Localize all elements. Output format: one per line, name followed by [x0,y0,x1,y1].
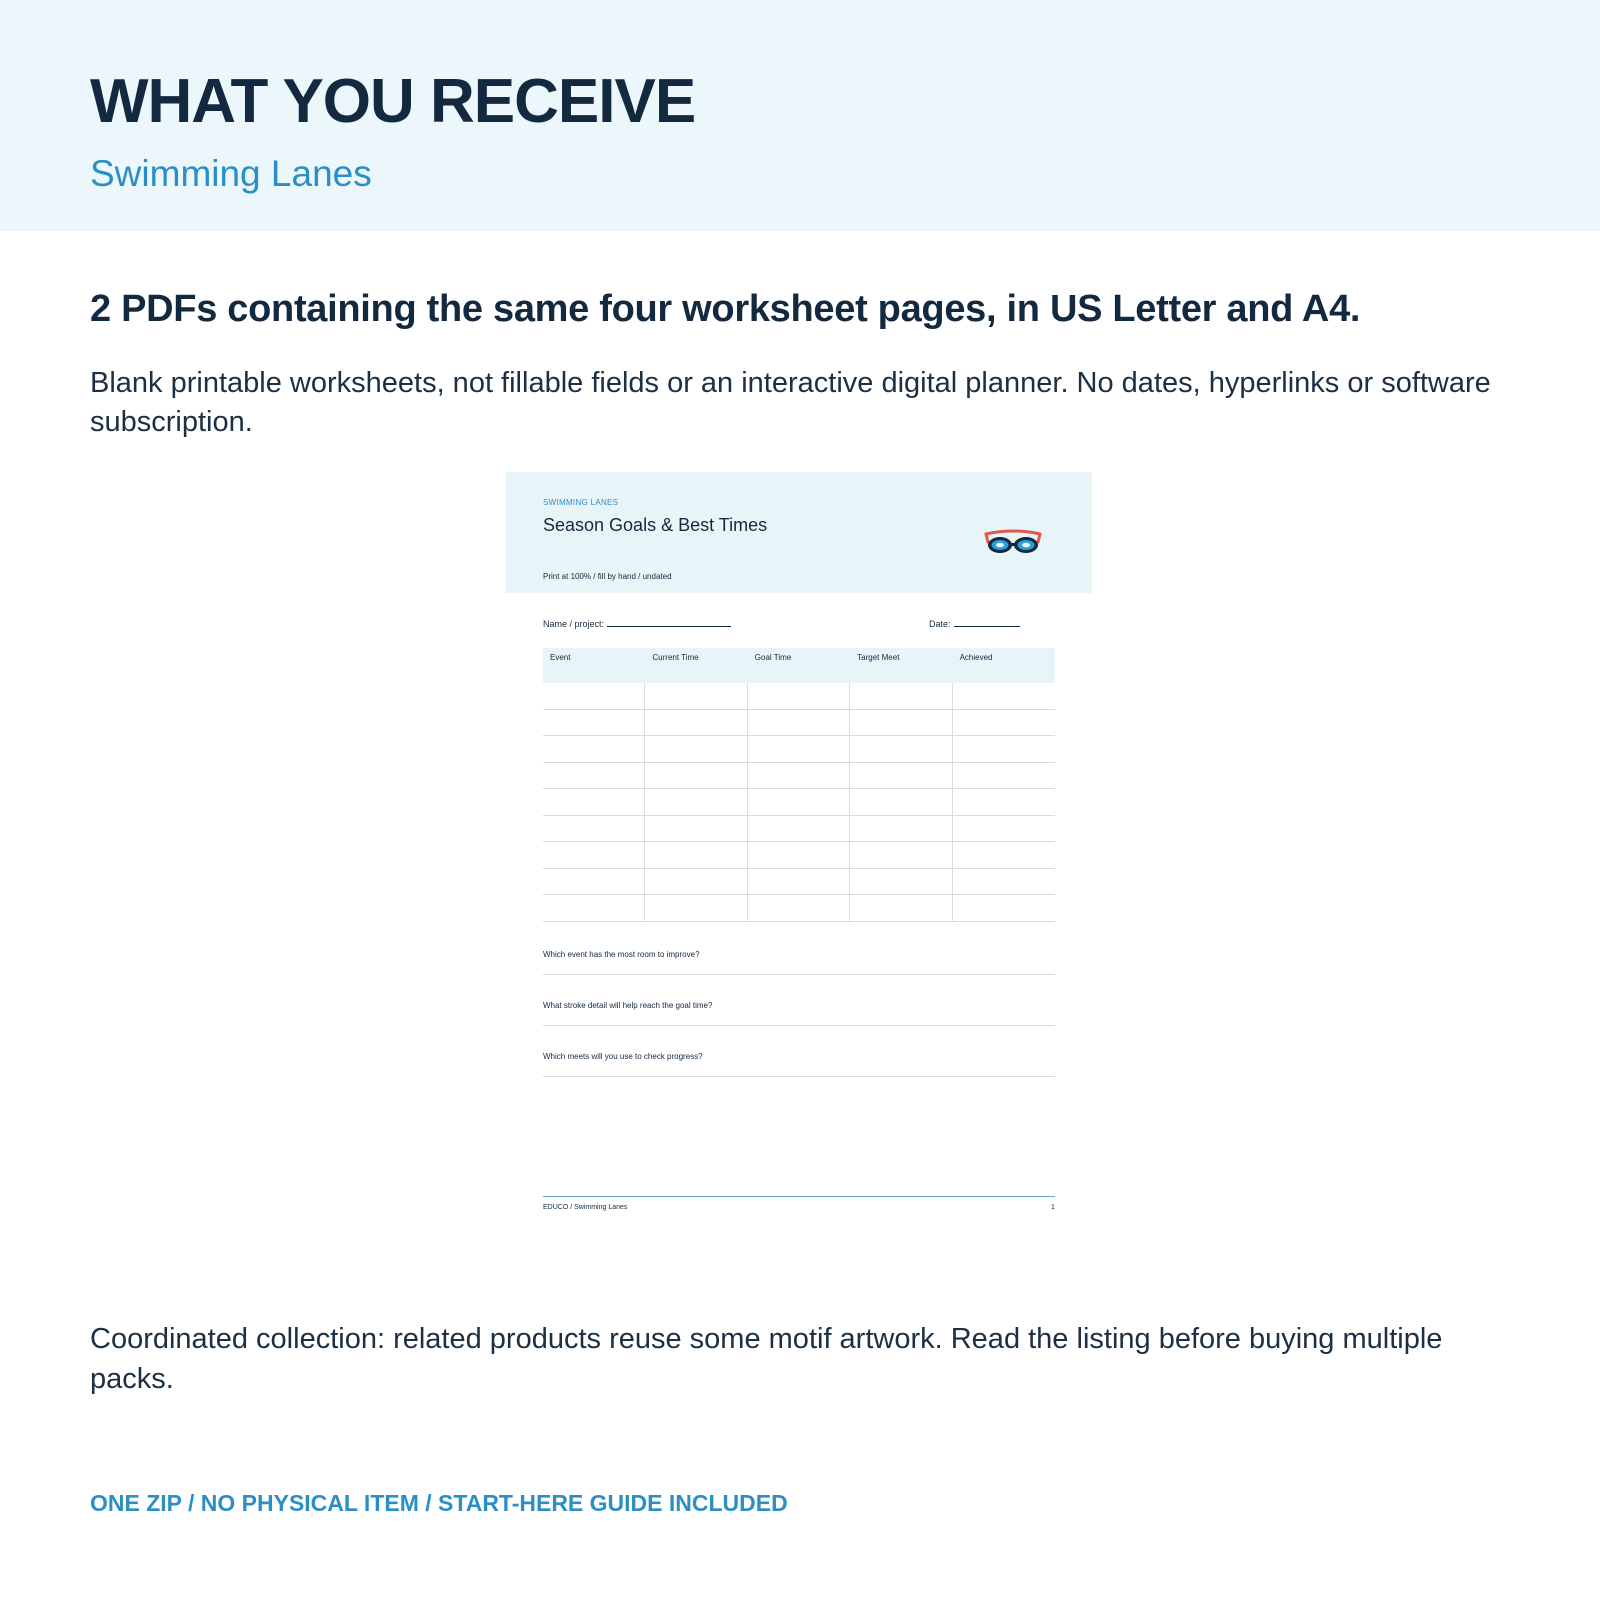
worksheet-kicker: SWIMMING LANES [543,498,619,507]
table-row [543,710,1055,737]
date-field [929,618,1020,629]
page-title: WHAT YOU RECEIVE [90,67,696,136]
column-header: Goal Time [754,653,792,662]
question-text: Which meets will you use to check progress? [543,1052,703,1061]
question-2 [543,995,1055,1026]
table-row [543,736,1055,763]
name-field [543,618,731,629]
column-header: Achieved [959,653,993,662]
product-description: Blank printable worksheets, not fillable fields or an interactive digital planner. No dates, hyperlinks or software subscription. [90,367,1491,438]
date-field-label: Date: [929,619,951,629]
question-1 [543,944,1055,975]
column-header: Target Meet [857,653,900,662]
table-row [543,869,1055,896]
question-text: What stroke detail will help reach the goal time? [543,1001,713,1010]
worksheet-footer-brand: EDUCO / Swimming Lanes [543,1204,628,1211]
collection-note: Coordinated collection: related products reuse some motif artwork. Read the listing before buying multiple packs. [90,1323,1443,1395]
footer-divider [543,1196,1055,1197]
goggles-icon [984,526,1042,556]
goals-table [543,648,1055,922]
column-header: Event [550,653,571,662]
table-row [543,816,1055,843]
worksheet-page-number: 1 [1051,1204,1055,1211]
product-headline: 2 PDFs containing the same four worksheet pages, in US Letter and A4. [90,288,1361,330]
name-field-label: Name / project: [543,619,605,629]
worksheet-note: Print at 100% / fill by hand / undated [543,572,672,581]
hero-banner [0,0,1600,231]
table-row [543,895,1055,922]
worksheet-title: Season Goals & Best Times [543,515,768,535]
worksheet-header [506,472,1092,593]
table-row [543,789,1055,816]
worksheet-preview [506,472,1092,1220]
table-row [543,842,1055,869]
table-header [543,648,1055,683]
table-row [543,763,1055,790]
question-text: Which event has the most room to improve? [543,950,700,959]
page-subtitle: Swimming Lanes [90,153,372,194]
table-row [543,683,1055,710]
column-header: Current Time [652,653,699,662]
question-3 [543,1046,1055,1077]
delivery-tagline: ONE ZIP / NO PHYSICAL ITEM / START-HERE GUIDE INCLUDED [90,1490,788,1516]
